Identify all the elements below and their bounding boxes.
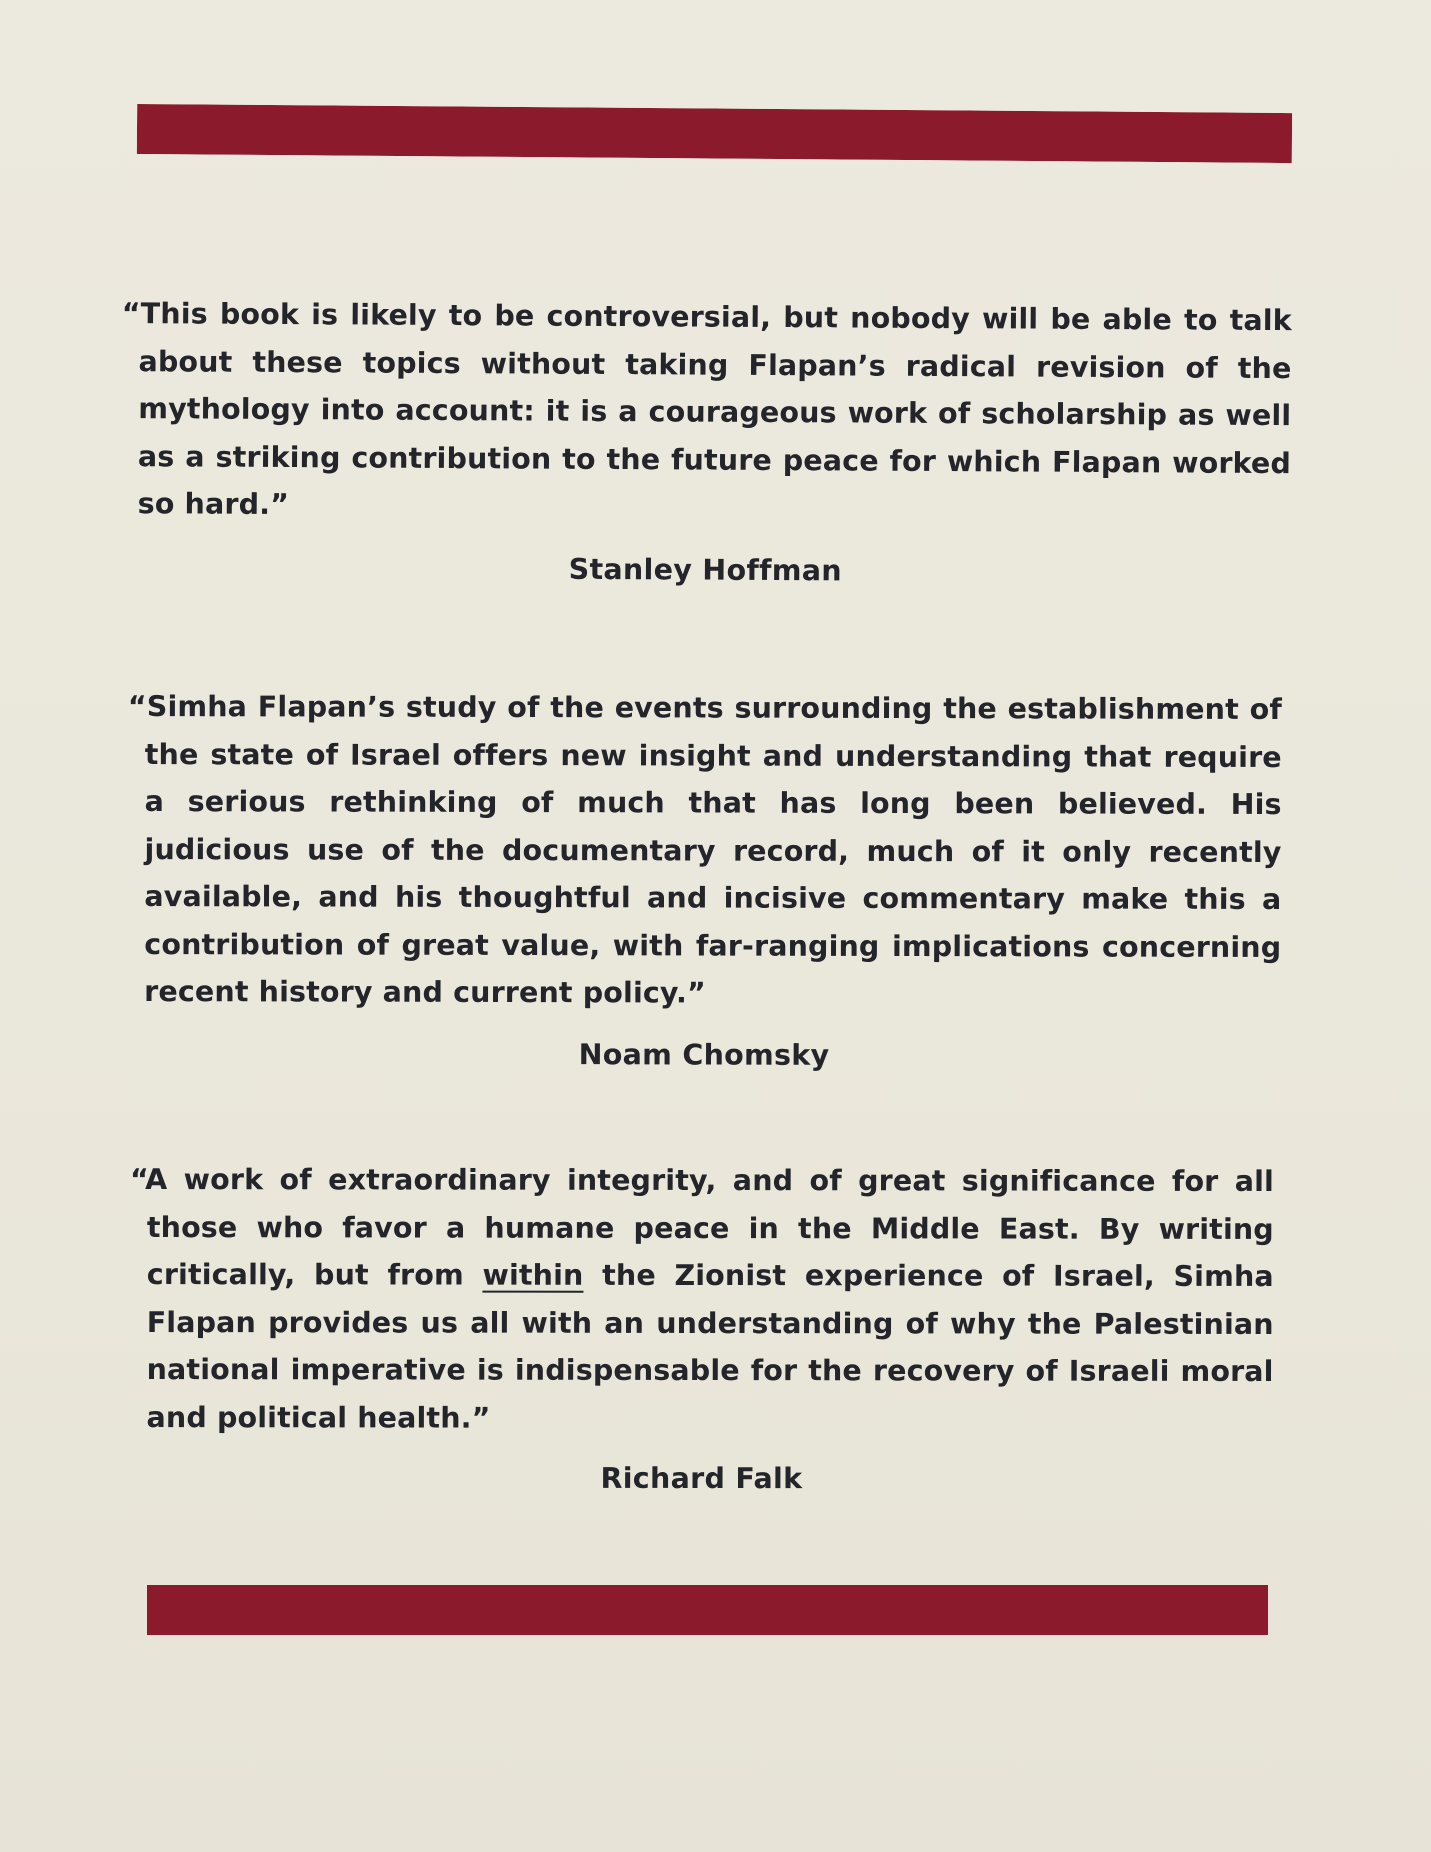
quote-text-part: the Zionist experience of Israel, Simha Flapan provides us all with an understanding of why the Palestinian national imperative is indispensable for the recovery of Israeli moral and political health.” xyxy=(146,1258,1274,1435)
top-red-rule-bar xyxy=(137,104,1292,163)
quote-block-chomsky xyxy=(127,683,1282,1073)
quote-text-part: “A work of extraordinary integrity, and of great significance for all those who favor a humane peace in the Middle East. By writing critically, but from xyxy=(129,1163,1274,1292)
quote-text: “Simha Flapan’s study of the events surrounding the establishment of the state of Israel offers new insight and understanding that require a serious rethinking of much that has long been believed. His judicious use of the documentary record, much of it only recently available, and his thoughtful and incisive commentary make this a contribution of great value, with far-ranging implications concerning recent history and current policy.” xyxy=(127,690,1282,1010)
quote-author: Stanley Hoffman xyxy=(568,552,843,587)
quote-author: Richard Falk xyxy=(600,1461,803,1496)
quote-block-hoffman xyxy=(120,290,1292,590)
quote-author: Noam Chomsky xyxy=(578,1037,830,1072)
quote-text: “This book is likely to be controversial, but nobody will be able to talk about these topics without taking Flapan’s radical revision of the mythology into account: it is a courageous work of scholarship as well as a striking contribution to the future peace for which Flapan worked so hard.” xyxy=(121,296,1292,522)
underlined-word: within xyxy=(482,1258,584,1292)
top-red-rule xyxy=(137,104,1292,163)
bottom-red-rule-bar xyxy=(147,1585,1268,1635)
bottom-red-rule xyxy=(147,1585,1268,1635)
quote-block-falk xyxy=(129,1156,1274,1496)
quote-text xyxy=(130,1156,1274,1443)
